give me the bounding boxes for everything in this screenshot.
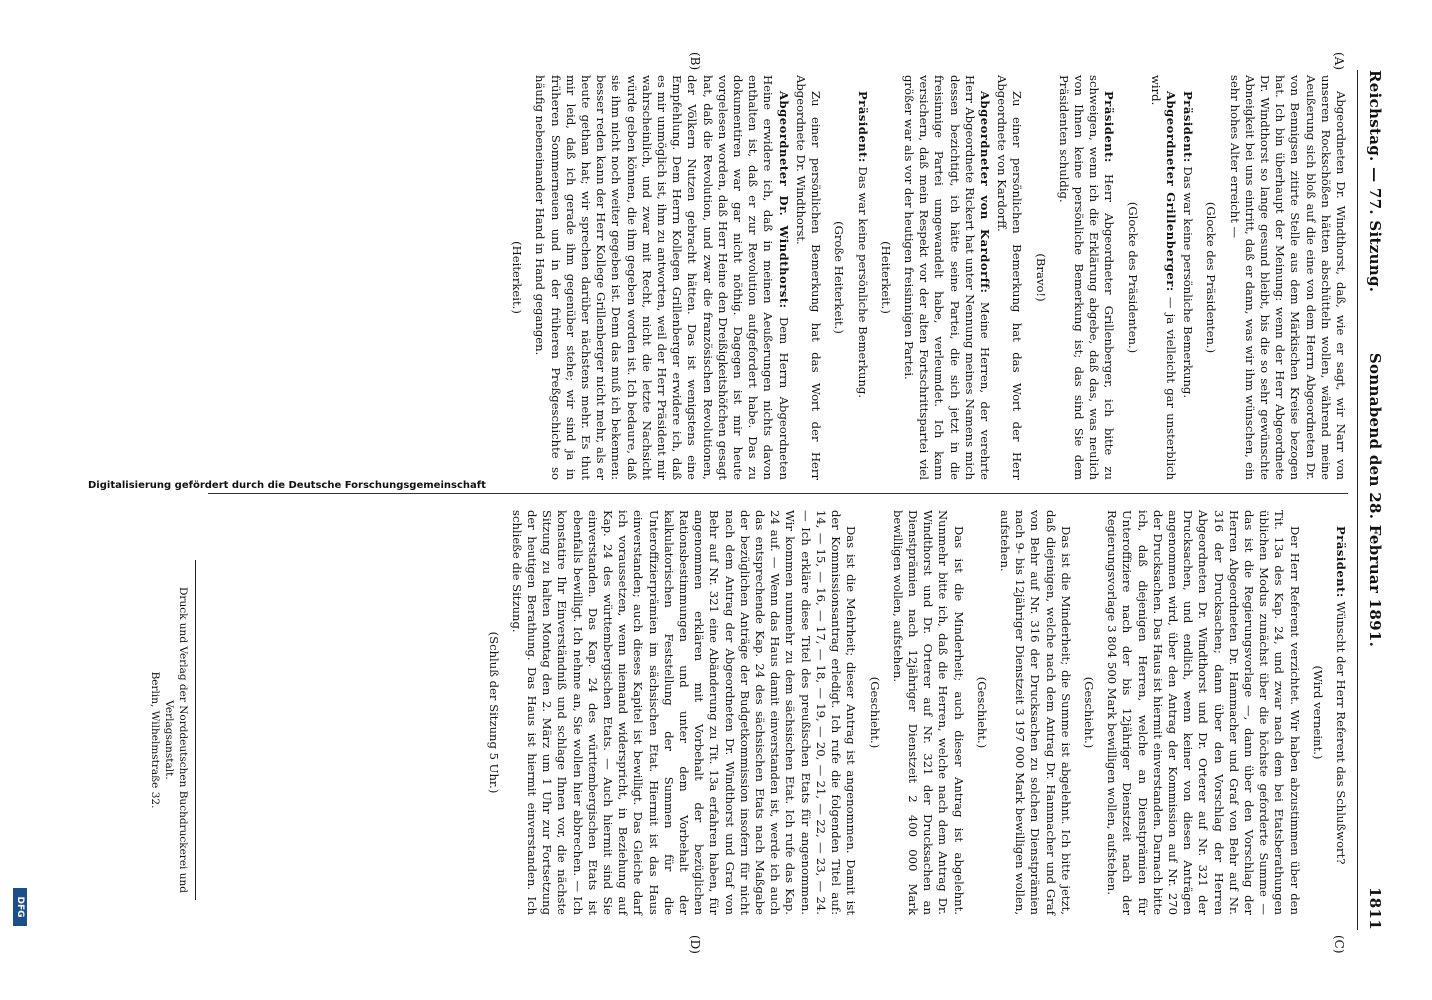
dfg-logo: DFG [13, 888, 27, 926]
margin-mark-d: (D) [688, 935, 702, 954]
speaker-name: Präsident: [1102, 91, 1117, 163]
speech-text: Das ist die Mehrheit; dieser Antrag ist angenommen. Damit ist der Kommissionsantrag erledigt. Ich rufe die folgenden Titel auf: 14, — 15, — 16, — 17, — 18, — 19, — 20, — 21, — 22, — 23, — 24. — Ich erkläre diese Titel des preußischen Etats für angenommen. Wir kommen nunmehr zu dem sächsischen Etat. Ich rufe das Kap. 24 auf. — Wenn das Haus damit einverstanden ist, werde ich auch das entsprechende Kap. 24 des sächsischen Etats nach Maßgabe der bezüglichen Anträge der Budgetkommission insofern für nicht nach dem Antrag der Abgeordneten Dr. Windthorst und Graf von Behr auf Nr. 321 eine Abänderung zu Tit. 13a erfahren haben, für angenommen erklären mit Vorbehalt der bezüglichen Rationsbestimmungen und unter dem Vorbehalt der kalkulatorischen Feststellung der Summen für die Unteroffizierprämien im sächsischen Etat. Hiermit ist das Haus einverstanden; auch dieses Kapitel ist bewilligt. Das Gleiche darf ich voraussetzen, wenn niemand widerspricht, in Beziehung auf Kap. 24 des württembergischen Etats. — Auch hiermit sind Sie einverstanden. Das Kap. 24 des württembergischen Etats ist ebenfalls bewilligt. Ich nehme an, Sie wollen hier abbrechen. — Ich konstatire Ihr Einverständniß und schlage Ihnen vor, die nächste Sitzung zu halten Montag den 2. März um 1 Uhr zur Fortsetzung der heutigen Berathung. Das Haus ist hiermit einverstanden. Ich schließe die Sitzung. [509, 510, 859, 915]
speech-paragraph [890, 510, 966, 915]
speech-paragraph [509, 510, 859, 915]
speech-paragraph [1226, 75, 1348, 480]
speech-text: Abgeordneten Dr. Windthorst, daß, wie er sagt, wir Narr von unseren Rockschößen hätten abschütteln wollen, während meine Aeußerung sich bloß auf die eine von dem Herrn Abgeordneten Dr. von Bennigsen zitirte Stelle aus dem Märkischen Kreise bezogen hat. Ich bin überhaupt der Meinung: wenn der Herr Abgeordnete Dr. Windthorst so lange gesund bleibt, bis die so sehr gewünschte Abneigkeit bei uns eintritt, daß er dann, was wir ihm wünschen, ein sehr hohes Alter erreicht — [1227, 75, 1348, 480]
printer-footer [148, 560, 190, 920]
speech-text: Herr Abgeordneter Grillenberger, ich bitte zu schweigen, wenn ich die Erklärung abgebe, daß das, was neulich von Ihnen keine persönliche Bemerkung ist; das sind Sie dem Präsidenten schuldig. [1056, 75, 1117, 480]
header-left: Reichstag. — 77. Sitzung. [1366, 70, 1384, 293]
printer-line-1: Druck und Verlag der Norddeutschen Buchdruckerei und Verlagsanstalt. [163, 587, 189, 893]
stage-direction: (Bravo!) [1033, 253, 1048, 302]
speech-text: Der Herr Referent verzichtet. Wir haben abzustimmen über den Tit. 13a des Kap. 24, und zwar nach dem bei Etatsberathungen üblichen Modus zunächst über die höchste geforderte Summe — das ist die Regierungsvorlage —, dann über den Vorschlag der Herren Abgeordneten Dr. Hammacher und Graf von Behr auf Nr. 316 der Drucksachen; dann über den Vorschlag der Herren Abgeordneten Dr. Windthorst und Dr. Orterer auf Nr. 321 der Drucksachen, und endlich, wenn keiner von diesen Anträgen angenommen wird, über den Antrag der Kommission auf Nr. 270 der Drucksachen. Das Haus ist hiermit einverstanden. Darnach bitte ich, daß diejenigen Herren, welche an Dienstprämien für Unteroffiziere nach der bis 12jähriger Dienstzeit nach der Regierungsvorlage 3 804 500 Mark bewilligen wollen, aufstehen. [1105, 510, 1302, 915]
speech-text: Das ist die Minderheit; auch dieser Antrag ist abgelehnt. Nunmehr bitte ich, daß die Herren, welche nach dem Antrag Dr. Windthorst und Dr. Orterer auf Nr. 321 der Drucksachen an Dienstprämien nach 12jähriger Dienstzeit 2 400 000 Mark bewilligen wollen, aufstehen. [890, 510, 966, 915]
stage-direction: (Schluß der Sitzung 5 Uhr.) [486, 631, 501, 794]
header-date: Sonnabend den 28. Februar 1891. [1366, 352, 1384, 648]
speech-paragraph [901, 75, 992, 480]
speech-paragraph [1056, 75, 1117, 480]
speech-text: Das ist die Minderheit; die Summe ist abgelehnt. Ich bitte jetzt, daß diejenigen, welche nach dem Antrag Dr. Hammacher und Graf von Behr auf Nr. 316 der Drucksachen zu solchen Dienstprämien nach 9- bis 12jähriger Dienstzeit 3 197 000 Mark bewilligen wollen, aufstehen. [997, 510, 1073, 915]
speech-paragraph [793, 75, 823, 480]
printer-line-2: Berlin, Wilhelmstraße 32. [149, 671, 161, 809]
speech-paragraph [1104, 510, 1302, 915]
page-number: 1811 [1366, 887, 1384, 930]
stage-direction: (Geschieht.) [1081, 676, 1096, 749]
speech-paragraph [1148, 75, 1178, 480]
speech-text: Das war keine persönliche Bemerkung. [1181, 166, 1196, 399]
stage-direction: (Große Heiterkeit.) [832, 221, 847, 334]
margin-mark-b: (B) [688, 52, 702, 71]
left-column [501, 75, 1348, 480]
speech-paragraph [1333, 510, 1348, 915]
right-column [228, 510, 1348, 915]
page-header [1362, 70, 1384, 930]
speech-text: Dem Herrn Abgeordneten Heine erwidere ich, daß in meinen Aeußerungen nichts davon enthalten ist, daß er zur Revolution aufgefordert habe. Das zu dokumentiren war gar nicht nöthig. Dagegen ist mir heute vorgelesen worden, daß Herr Heine den Dreißigkeitshöfchen gesagt hat, daß die Revolution, und zwar die französischen Revolutionen, der Völkern Nutzen gebracht hätten. Das ist wenigstens eine Empfehlung. Dem Herrn Kollegen Grillenberger erwidere ich, daß es mir unmöglich ist, ihm zu antworten, weil der Herr Präsident mir wahrscheinlich, und zwar mit Recht, nicht die letzte Nachsicht würde geben können, die ihm gegeben worden ist. Ich bedaure, daß sie ihm nicht noch weiter gegeben ist. Denn das muß ich bekennen: besser reden kann der Herr Kollege Grillenberger nicht mehr, als er heute gethan hat; wir sprechen darüber nächstens mehr. Es thut mir leid, daß ich gerade ihm gegenüber stehe; wir sind ja in früheren Sommerneuen und in der früheren Preßgeschichte so häufig nebeneinander Hand in Hand gegangen. [533, 75, 791, 480]
speaker-name: Präsident: [1334, 526, 1348, 598]
speech-text: Wünscht der Herr Referent das Schlußwort? [1334, 601, 1348, 865]
speaker-name: Abgeordneter von Kardorff: [977, 91, 992, 294]
speech-text: Zu einer persönlichen Bemerkung hat das Wort der Herr Abgeordnete Dr. Windthorst. [793, 75, 824, 480]
stage-direction: (Glocke des Präsidenten.) [1204, 201, 1219, 354]
margin-mark-c: (C) [1332, 935, 1346, 954]
stage-direction: (Heiterkeit.) [510, 241, 525, 314]
digitization-note: Digitalisierung gefördert durch die Deutsche Forschungsgemeinschaft [88, 480, 486, 491]
speaker-name: Abgeordneter Dr. Windthorst: [776, 91, 791, 309]
stage-direction: (Wird verneint.) [1310, 665, 1325, 760]
speech-paragraph [532, 75, 790, 480]
speech-text: Zu einer persönlichen Bemerkung hat das Wort der Herr Abgeordnete von Kardorff. [995, 75, 1025, 480]
column-divider [208, 493, 1348, 494]
speech-text: Meine Herren, der verehrte Herr Abgeordnete Rickert hat unter Nennung meines Namens mich dessen bezichtigt, ich hätte seine Partei, die sich jetzt in die freisinnige Partei umgewandelt habe, verleumdet. Ich kann versichern, daß mein Respekt vor der alten Fortschrittspartei viel größer war als vor der heutigen freisinnigen Partei. [901, 75, 992, 480]
speaker-name: Abgeordneter Grillenberger: [1163, 91, 1178, 292]
footer-rule [195, 560, 196, 900]
speech-text: — ja vielleicht gar unsterblich wird. [1148, 75, 1178, 480]
speech-paragraph [997, 510, 1073, 915]
stage-direction: (Geschieht.) [867, 676, 882, 749]
speech-paragraph [854, 75, 869, 480]
stage-direction: (Geschieht.) [974, 676, 989, 749]
speaker-name: Präsident: [855, 91, 870, 163]
speech-text: Das war keine persönliche Bemerkung. [855, 166, 870, 399]
speech-paragraph [1180, 75, 1195, 480]
speaker-name: Präsident: [1181, 91, 1196, 163]
margin-mark-a: (A) [1332, 52, 1346, 71]
header-rule [1357, 70, 1358, 930]
speech-paragraph [994, 75, 1024, 480]
stage-direction: (Glocke des Präsidenten.) [1125, 201, 1140, 354]
stage-direction: (Heiterkeit.) [878, 241, 893, 314]
